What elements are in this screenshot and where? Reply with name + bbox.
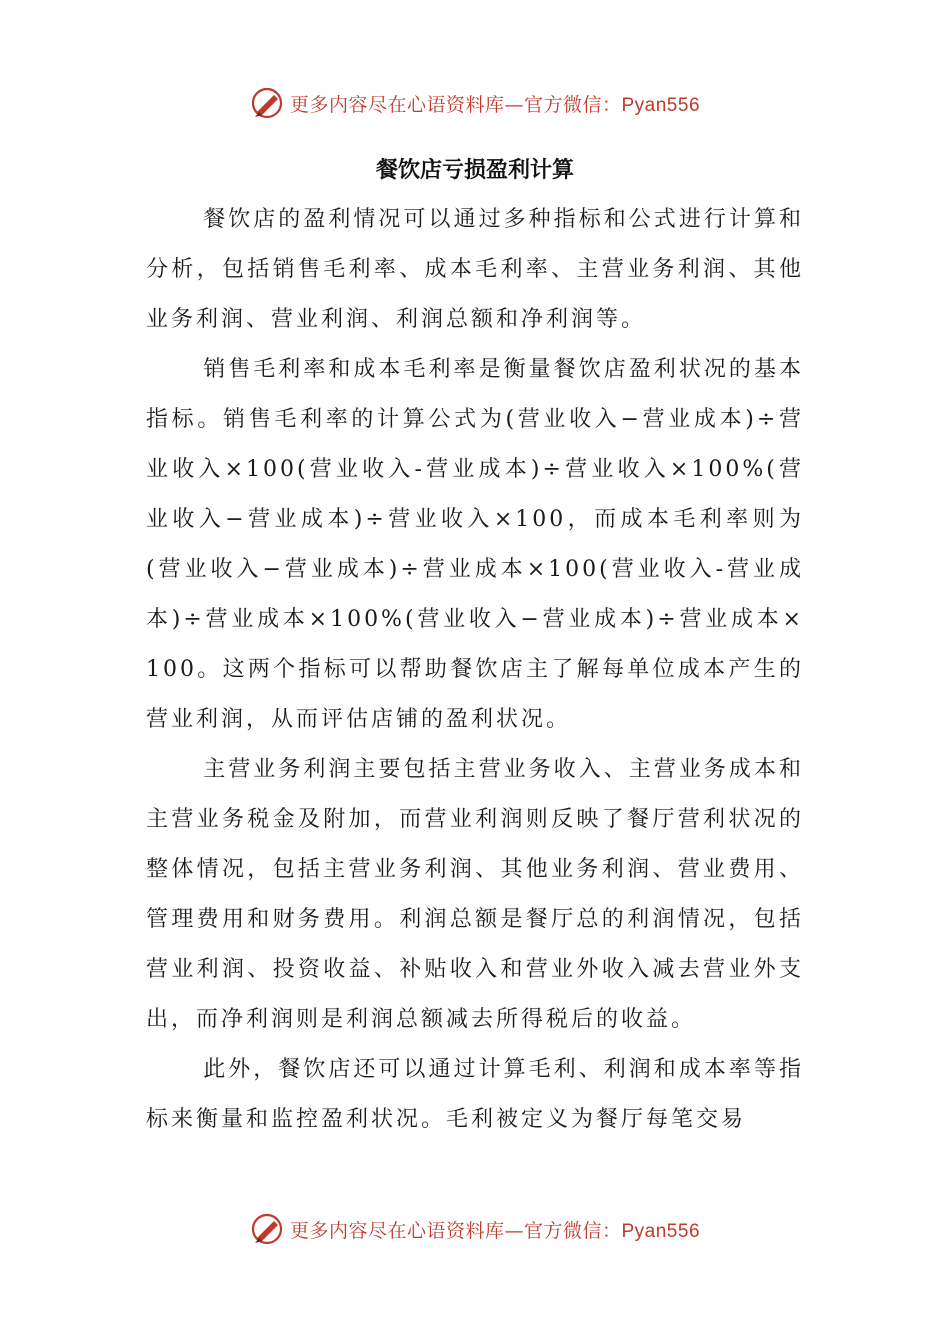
paragraph-additional-metrics: 此外，餐饮店还可以通过计算毛利、利润和成本率等指标来衡量和监控盈利状况。毛利被定义为餐厅每笔交易: [146, 1057, 804, 1132]
header-watermark-banner: [0, 83, 950, 123]
paragraph-intro: 餐饮店的盈利情况可以通过多种指标和公式进行计算和分析，包括销售毛利率、成本毛利率、主营业务利润、其他业务利润、营业利润、利润总额和净利润等。: [146, 207, 804, 332]
watermark-id: Pyan556: [621, 94, 701, 116]
watermark-text: 更多内容尽在心语资料库—官方微信：Pyan556: [289, 1219, 701, 1242]
footer-watermark-banner: [0, 1209, 950, 1249]
document-body: [146, 195, 804, 1145]
paragraph-gross-margin: 销售毛利率和成本毛利率是衡量餐饮店盈利状况的基本指标。销售毛利率的计算公式为(营业收入−营业成本)÷营业收入×100(营业收入-营业成本)÷营业收入×100%(营业收入−营业成本)÷营业收入×100，而成本毛利率则为(营业收入−营业成本)÷营业成本×100(营业收入-营业成本)÷营业成本×100%(营业收入−营业成本)÷营业成本×100。这两个指标可以帮助餐饮店主了解每单位成本产生的营业利润，从而评估店铺的盈利状况。: [146, 357, 804, 732]
watermark-id: Pyan556: [621, 1220, 701, 1242]
pen-logo-icon: [250, 1212, 284, 1246]
document-title: 餐饮店亏损盈利计算: [375, 157, 574, 183]
watermark-text: 更多内容尽在心语资料库—官方微信：Pyan556: [289, 93, 701, 116]
pen-logo-icon: [250, 86, 284, 120]
paragraph-operating-profit: 主营业务利润主要包括主营业务收入、主营业务成本和主营业务税金及附加，而营业利润则反映了餐厅营利状况的整体情况，包括主营业务利润、其他业务利润、营业费用、管理费用和财务费用。利润总额是餐厅总的利润情况，包括营业利润、投资收益、补贴收入和营业外收入减去营业外支出，而净利润则是利润总额减去所得税后的收益。: [146, 757, 804, 1032]
